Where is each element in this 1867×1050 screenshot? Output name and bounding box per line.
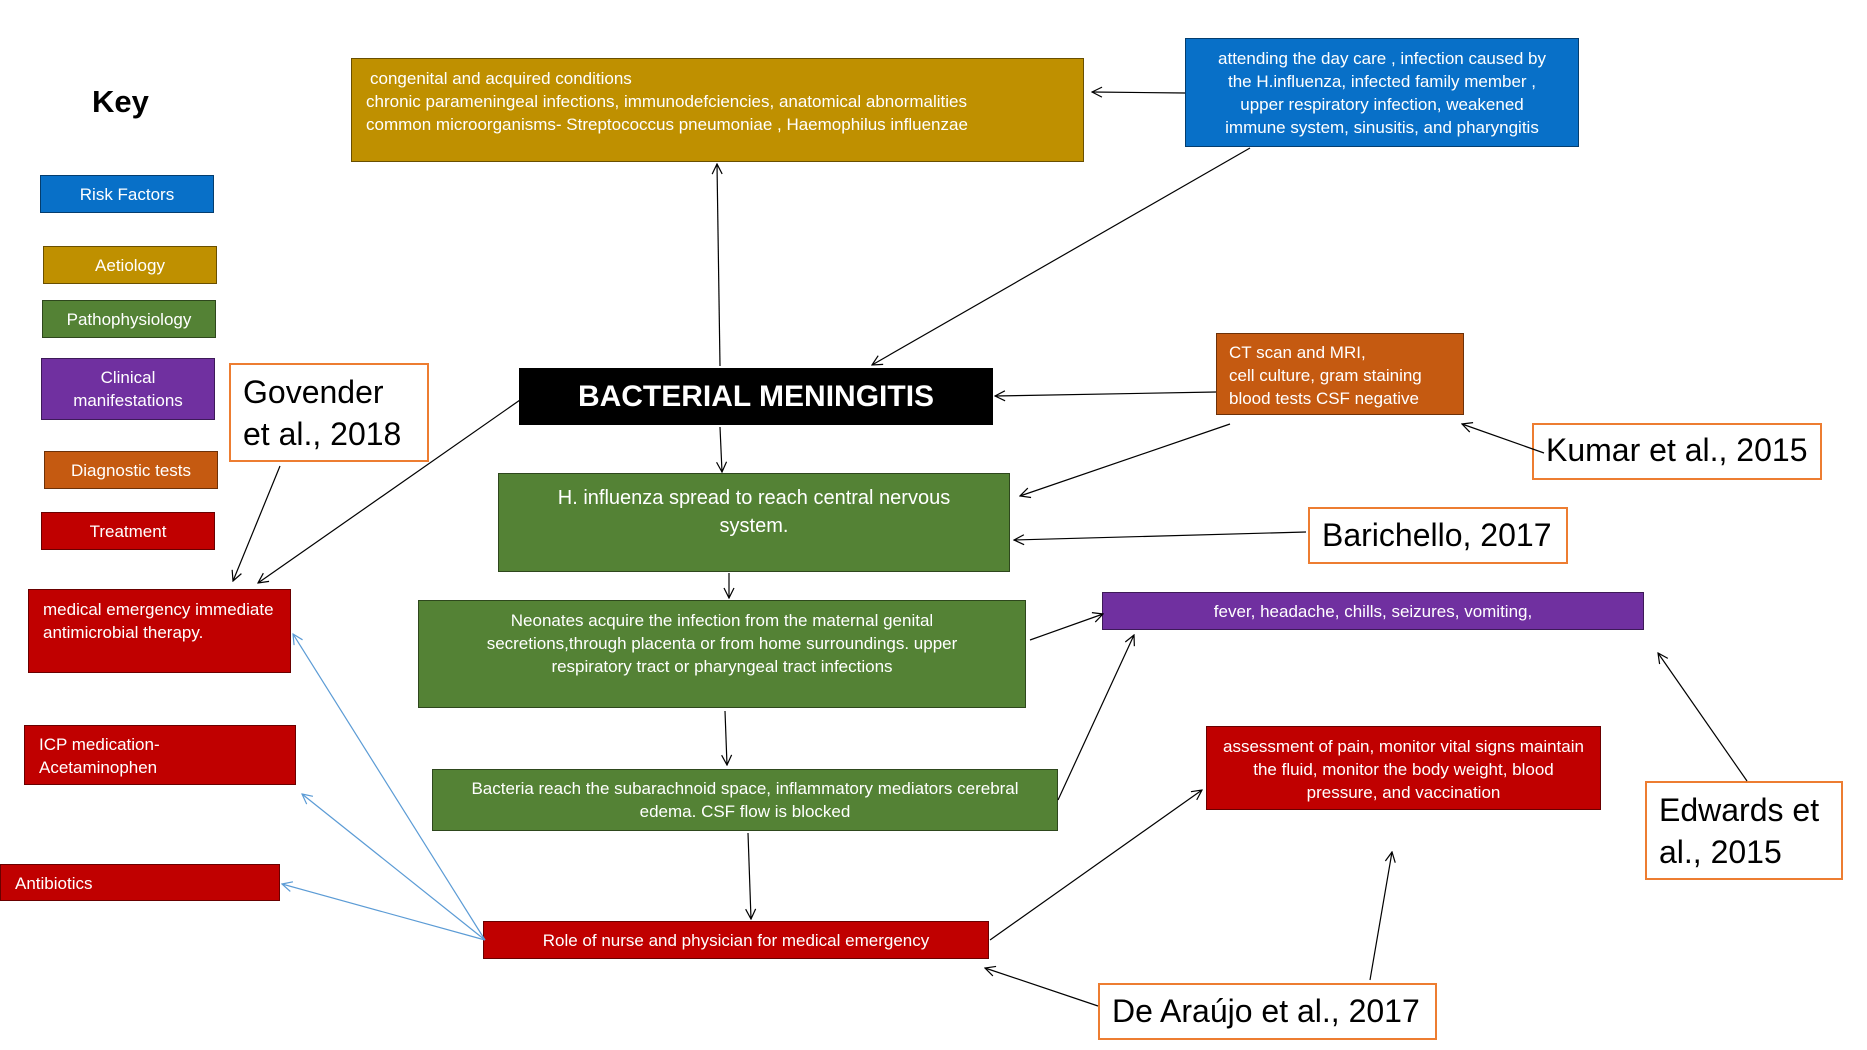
diagnostic-line-2: cell culture, gram staining — [1229, 366, 1422, 385]
citation-dearaujo-text: De Araújo et al., 2017 — [1112, 993, 1420, 1029]
emergency-text: medical emergency immediate antimicrobial therapy. — [43, 600, 274, 642]
arrow-risk-to-central — [872, 148, 1250, 365]
key-risk-factors-label: Risk Factors — [79, 184, 175, 204]
key-treatment-label: Treatment — [89, 521, 167, 541]
arrow-diagnostic-to-central — [995, 392, 1216, 396]
citation-kumar-text: Kumar et al., 2015 — [1546, 432, 1808, 468]
key-diagnostic-tests-label: Diagnostic tests — [71, 460, 191, 480]
arrow-subarachnoid-to-clinical — [1058, 635, 1134, 800]
arrow-nurse-to-emergency — [293, 634, 485, 940]
arrow-neonates-to-clinical — [1030, 614, 1103, 640]
arrow-nurse-to-icp — [302, 794, 485, 940]
citation-govender-text: Govender et al., 2018 — [243, 374, 402, 452]
arrow-risk-to-aetiology — [1092, 92, 1185, 93]
arrow-barichello-to-spread — [1014, 532, 1306, 540]
central-title-text: BACTERIAL MENINGITIS — [577, 379, 935, 413]
arrow-govender-to-emergency — [233, 466, 280, 581]
diagnostic-line-1: CT scan and MRI, — [1229, 343, 1366, 362]
citation-barichello-text: Barichello, 2017 — [1322, 517, 1552, 553]
risk-factors-line-4: immune system, sinusitis, and pharyngitis — [1225, 117, 1539, 137]
citation-edwards-text: Edwards et al., 2015 — [1659, 792, 1820, 870]
risk-factors-line-3: upper respiratory infection, weakened — [1240, 94, 1524, 114]
arrow-central-to-spread — [720, 427, 722, 472]
arrow-subarachnoid-to-nurse — [748, 833, 751, 919]
arrow-nurse-to-assessment — [990, 790, 1202, 940]
assessment-text: assessment of pain, monitor vital signs maintain the fluid, monitor the body weight, blood pressure, and vaccination — [1223, 737, 1584, 802]
diagnostic-line-3: blood tests CSF negative — [1229, 389, 1419, 408]
key-title: Key — [92, 84, 149, 119]
arrow-central-to-aetiology — [717, 164, 720, 366]
aetiology-line-2: chronic parameningeal infections, immunodefciencies, anatomical abnormalities — [366, 92, 967, 111]
key-aetiology-label: Aetiology — [95, 255, 165, 275]
arrow-dearaujo-to-assessment — [1370, 852, 1392, 980]
arrow-neonates-to-subarachnoid — [725, 711, 727, 765]
key-pathophysiology-label: Pathophysiology — [66, 309, 192, 329]
neonates-text: Neonates acquire the infection from the maternal genital secretions,through placenta or from home surroundings. upper respiratory tract or pharyngeal tract infections — [486, 611, 958, 676]
aetiology-line-3: common microorganisms- Streptococcus pneumoniae , Haemophilus influenzae — [366, 115, 968, 134]
subarachnoid-text: Bacteria reach the subarachnoid space, inflammatory mediators cerebral edema. CSF flow is blocked — [471, 779, 1019, 821]
risk-factors-line-1: attending the day care , infection caused by — [1218, 48, 1546, 68]
arrow-dearaujo-to-nurse — [985, 968, 1098, 1006]
arrow-kumar-to-diagnostic — [1462, 424, 1544, 453]
nurse-role-text: Role of nurse and physician for medical emergency — [542, 930, 930, 950]
risk-factors-line-2: the H.influenza, infected family member , — [1227, 71, 1537, 91]
arrow-diagnostic-to-spread — [1020, 424, 1230, 496]
arrow-central-to-emergency — [258, 400, 520, 583]
clinical-text: fever, headache, chills, seizures, vomiting, — [1213, 601, 1533, 621]
key-clinical-manifestations-label: Clinical manifestations — [73, 368, 183, 410]
arrow-edwards-to-clinical — [1658, 653, 1747, 781]
spread-text: H. influenza spread to reach central nervous system. — [557, 487, 951, 537]
icp-text: ICP medication-Acetaminophen — [39, 735, 160, 777]
aetiology-line-1: congenital and acquired conditions — [370, 69, 632, 88]
antibiotics-text: Antibiotics — [15, 874, 93, 893]
